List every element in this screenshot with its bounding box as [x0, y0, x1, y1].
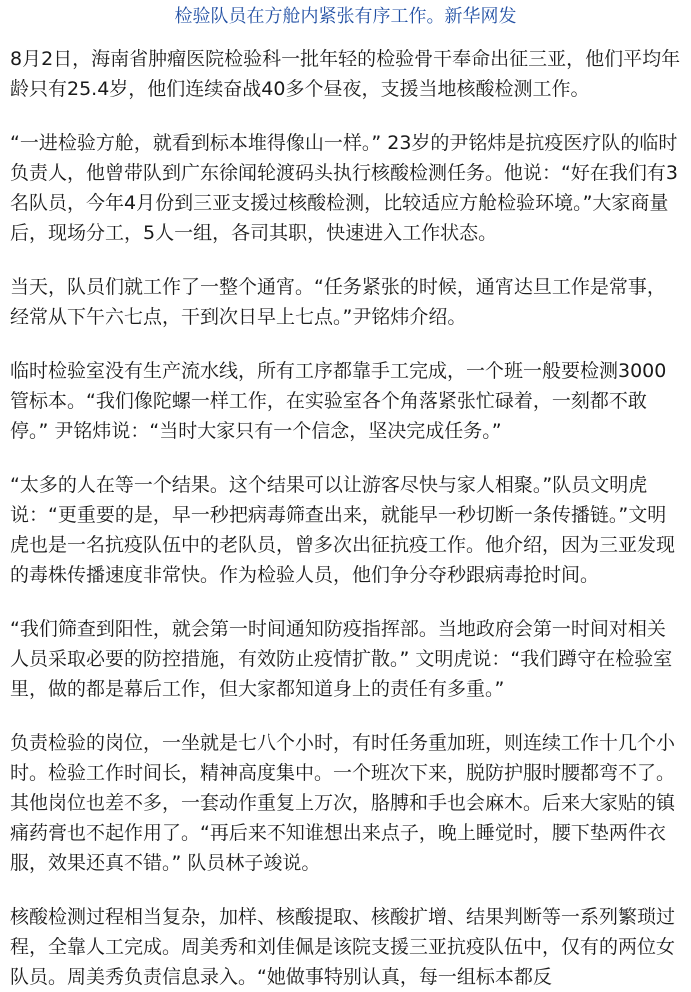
paragraph-4: 临时检验室没有生产流水线，所有工序都靠手工完成，一个班一般要检测3000管标本。“我们像陀螺一样工作，在实验室各个角落紧张忙碌着，一刻都不敢停。” 尹铭炜说：“当时大家只有一个信念，坚决完成任务。”	[10, 360, 667, 442]
paragraph-5: “太多的人在等一个结果。这个结果可以让游客尽快与家人相聚。”队员文明虎说：“更重要的是，早一秒把病毒筛查出来，就能早一秒切断一条传播链。”文明虎也是一名抗疫队伍中的老队员，曾多次出征抗疫工作。他介绍，因为三亚发现的毒株传播速度非常快。作为检验人员，他们争分夺秒跟病毒抢时间。	[10, 474, 676, 586]
paragraph-1: 8月2日，海南省肿瘤医院检验科一批年轻的检验骨干奉命出征三亚，他们平均年龄只有25.4岁，他们连续奋战40多个昼夜，支援当地核酸检测工作。	[10, 48, 681, 100]
paragraph-3: 当天，队员们就工作了一整个通宵。“任务紧张的时候，通宵达旦工作是常事，经常从下午六七点，干到次日早上七点。”尹铭炜介绍。	[10, 276, 666, 328]
paragraph-7: 负责检验的岗位，一坐就是七八个小时，有时任务重加班，则连续工作十几个小时。检验工作时间长，精神高度集中。一个班次下来，脱防护服时腰都弯不了。其他岗位也差不多，一套动作重复上万次，胳膊和手也会麻木。后来大家贴的镇痛药膏也不起作用了。“再后来不知谁想出来点子，晚上睡觉时，腰下垫两件衣服，效果还真不错。” 队员林子竣说。	[10, 732, 676, 874]
photo-caption: 检验队员在方舱内紧张有序工作。新华网发	[174, 6, 517, 27]
paragraph-6: “我们筛查到阳性，就会第一时间通知防疫指挥部。当地政府会第一时间对相关人员采取必要的防控措施，有效防止疫情扩散。” 文明虎说：“我们蹲守在检验室里，做的都是幕后工作，但大家都知道身上的责任有多重。”	[10, 618, 673, 700]
paragraph-8: 核酸检测过程相当复杂，加样、核酸提取、核酸扩增、结果判断等一系列繁琐过程，全靠人工完成。周美秀和刘佳佩是该院支援三亚抗疫队伍中，仅有的两位女队员。周美秀负责信息录入。“她做事特别认真，每一组标本都反	[10, 906, 676, 988]
paragraph-2: “一进检验方舱，就看到标本堆得像山一样。” 23岁的尹铭炜是抗疫医疗队的临时负责人，他曾带队到广东徐闻轮渡码头执行核酸检测任务。他说：“好在我们有3名队员，今年4月份到三亚支援过核酸检测，比较适应方舱检验环境。”大家商量后，现场分工，5人一组，各司其职，快速进入工作状态。	[10, 132, 678, 244]
article-body	[0, 44, 691, 992]
